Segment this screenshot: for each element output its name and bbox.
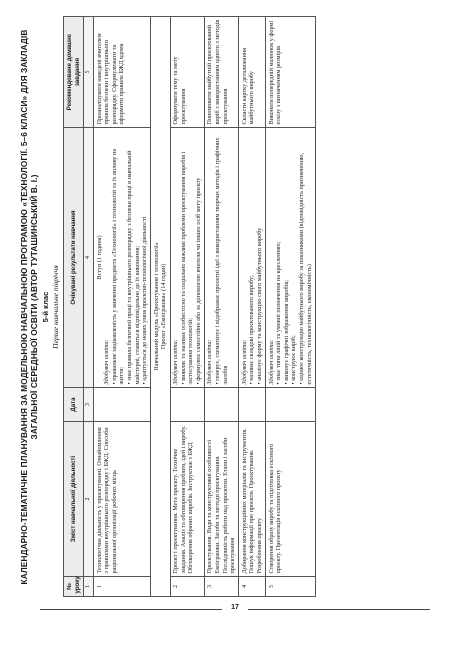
lesson-date [266, 388, 316, 422]
col-header-date: Дата [64, 388, 83, 422]
result-item: • конструює виріб; [290, 335, 298, 385]
col-number: 5 [83, 17, 94, 128]
learner-label: Здобувач освіти: [103, 339, 111, 385]
semester-label: Перше навчальне півріччя [51, 265, 61, 349]
section-row [151, 17, 170, 597]
lesson-results [204, 128, 238, 388]
module-title: Навчальний модуль «Проєктування і технології» [152, 242, 160, 371]
lesson-homework: Пономовити майбутній проєктований виріб з використанням одного з методів проєктування [204, 17, 238, 128]
result-item: • адаптується до нових умов проєктно-технологічної діяльності [141, 216, 149, 385]
lesson-content: Проєкт і проєктування. Мета проєкту. Технічне завдання. Аналіз та обговорення проблем, ідей і виробу. Обговорення обраних виробів. Інструктаж з БЖД [170, 422, 204, 577]
result-item: • правильне зацікавленість у вивченні предмета «Технології» і технологій та їх впливу на життя; [110, 148, 126, 385]
lesson-results [94, 128, 151, 388]
lesson-number: 5 [266, 577, 316, 597]
section-heading: Вступ (1 година) [95, 235, 103, 280]
col-header-results: Очікувані результати навчання [64, 128, 83, 388]
table-row [239, 17, 266, 597]
lesson-number: 4 [239, 577, 266, 597]
plan-table [63, 16, 315, 597]
lesson-number: 2 [170, 577, 204, 597]
lesson-date [94, 388, 151, 422]
document-title: КАЛЕНДАРНО-ТЕМАТИЧНЕ ПЛАНУВАННЯ ЗА МОДЕЛЬНОЮ НАВЧАЛЬНОЮ ПРОГРАМОЮ «ТЕХНОЛОГІЇ. 5–6 КЛАСИ» ДЛЯ ЗАКЛАДІВ ЗАГАЛЬНОЇ СЕРЕДНЬОЇ ОСВІТИ (АВТОР ТУТАШИНСЬКИЙ В. І.) [19, 29, 40, 585]
col-number: 1 [83, 577, 94, 597]
col-header-recommend: Рекомендоване домашнє завдання [64, 17, 83, 128]
table-row [266, 17, 316, 597]
lesson-homework: Виконати попередній малюнок у формі ескізу з визначенням розмірів [266, 17, 316, 128]
result-item: • генерує, схематизує і відображає проєктні ідеї з використанням творчих методів і графічних засобів [214, 137, 229, 385]
result-item: • називає складові проєктованого виробу; [248, 275, 256, 385]
lesson-content: Добирання конструкційних матеріалів та інструментів. Пошук інформації про проєкти. Проєктування. Розроблення проєкту [239, 422, 266, 577]
learner-label: Здобувач освіти: [240, 339, 248, 385]
lesson-date [239, 388, 266, 422]
table-row [94, 17, 151, 597]
learner-label: Здобувач освіти: [172, 339, 180, 385]
table-row [204, 17, 238, 597]
learner-label: Здобувач освіти: [206, 339, 214, 385]
document-header [19, 17, 60, 597]
lesson-date [204, 388, 238, 422]
lesson-content: Проєктування. Види та конструктивні особливості Екоіграшки. Засоби та методи проєктування. Послідовність роботи над проєктом. Етапи і засоби проєктування [204, 422, 238, 577]
rotated-page [19, 17, 451, 597]
column-number-row [83, 17, 94, 597]
col-number: 3 [83, 388, 94, 422]
result-item: • знає типи ліній та умовні позначення на кресленнях; [275, 241, 283, 385]
lesson-number: 3 [204, 577, 238, 597]
col-header-content: Зміст навчальної діяльності [64, 422, 83, 577]
lesson-homework: Проаналізувати наведені вчителем правила безпеки і внутрішнього розпорядку. Сформулювати та оформити правила БЖД вдома [94, 17, 151, 128]
lesson-date [170, 388, 204, 422]
col-number: 2 [83, 422, 94, 577]
table-row [170, 17, 204, 597]
module-heading [151, 17, 170, 597]
lesson-homework: Скласти картку деталювання майбутнього виробу [239, 17, 266, 128]
result-item: • виконує графічні зображення виробів; [282, 279, 290, 385]
result-item: • формулює самостійно або за допомогою вчителя чи інших осіб мету проєкту [194, 177, 202, 385]
col-number: 4 [83, 128, 94, 388]
result-item: • аналізує форму та конструкцію свого майбутнього виробу [255, 227, 263, 385]
lesson-content: Технологічна діяльність у проєктуванні. Ознайомлення з правилами внутрішнього розпорядку і БЖД. Способи раціональної організації робочих місць [94, 422, 151, 577]
page-number: 17 [222, 604, 248, 611]
lesson-number: 1 [94, 577, 151, 597]
lesson-results [239, 128, 266, 388]
learner-label: Здобувач освіти: [267, 339, 275, 385]
lesson-results [170, 128, 204, 388]
lesson-results [266, 128, 316, 388]
result-item: • оцінює конструкцію майбутнього виробу за показниками (відповідність призначенню, естетичність, технологічність, економічність) [297, 152, 313, 385]
result-item: • виявляє та називає особистісно та соціально важливі проблеми проєктування виробів і застосування технологій; [179, 151, 195, 385]
table-header-row [64, 17, 83, 597]
col-header-num: № уроку [64, 577, 83, 597]
result-item: • знає правила безпечної праці та внутрішнього розпорядку з безпеки праці в навчальній майстерні, ставиться відповідально до їх виконання; [126, 150, 141, 385]
lesson-homework: Оформувати тему та мету проєктування [170, 17, 204, 128]
lesson-content: Створення образу виробу та підготовка ескізного проєкту. Презентація ескізного проєкту [266, 422, 316, 577]
grade-label: 5-й клас [41, 291, 51, 323]
project-title: Проєкт «Екоіграшка» (14 годин) [160, 263, 168, 350]
